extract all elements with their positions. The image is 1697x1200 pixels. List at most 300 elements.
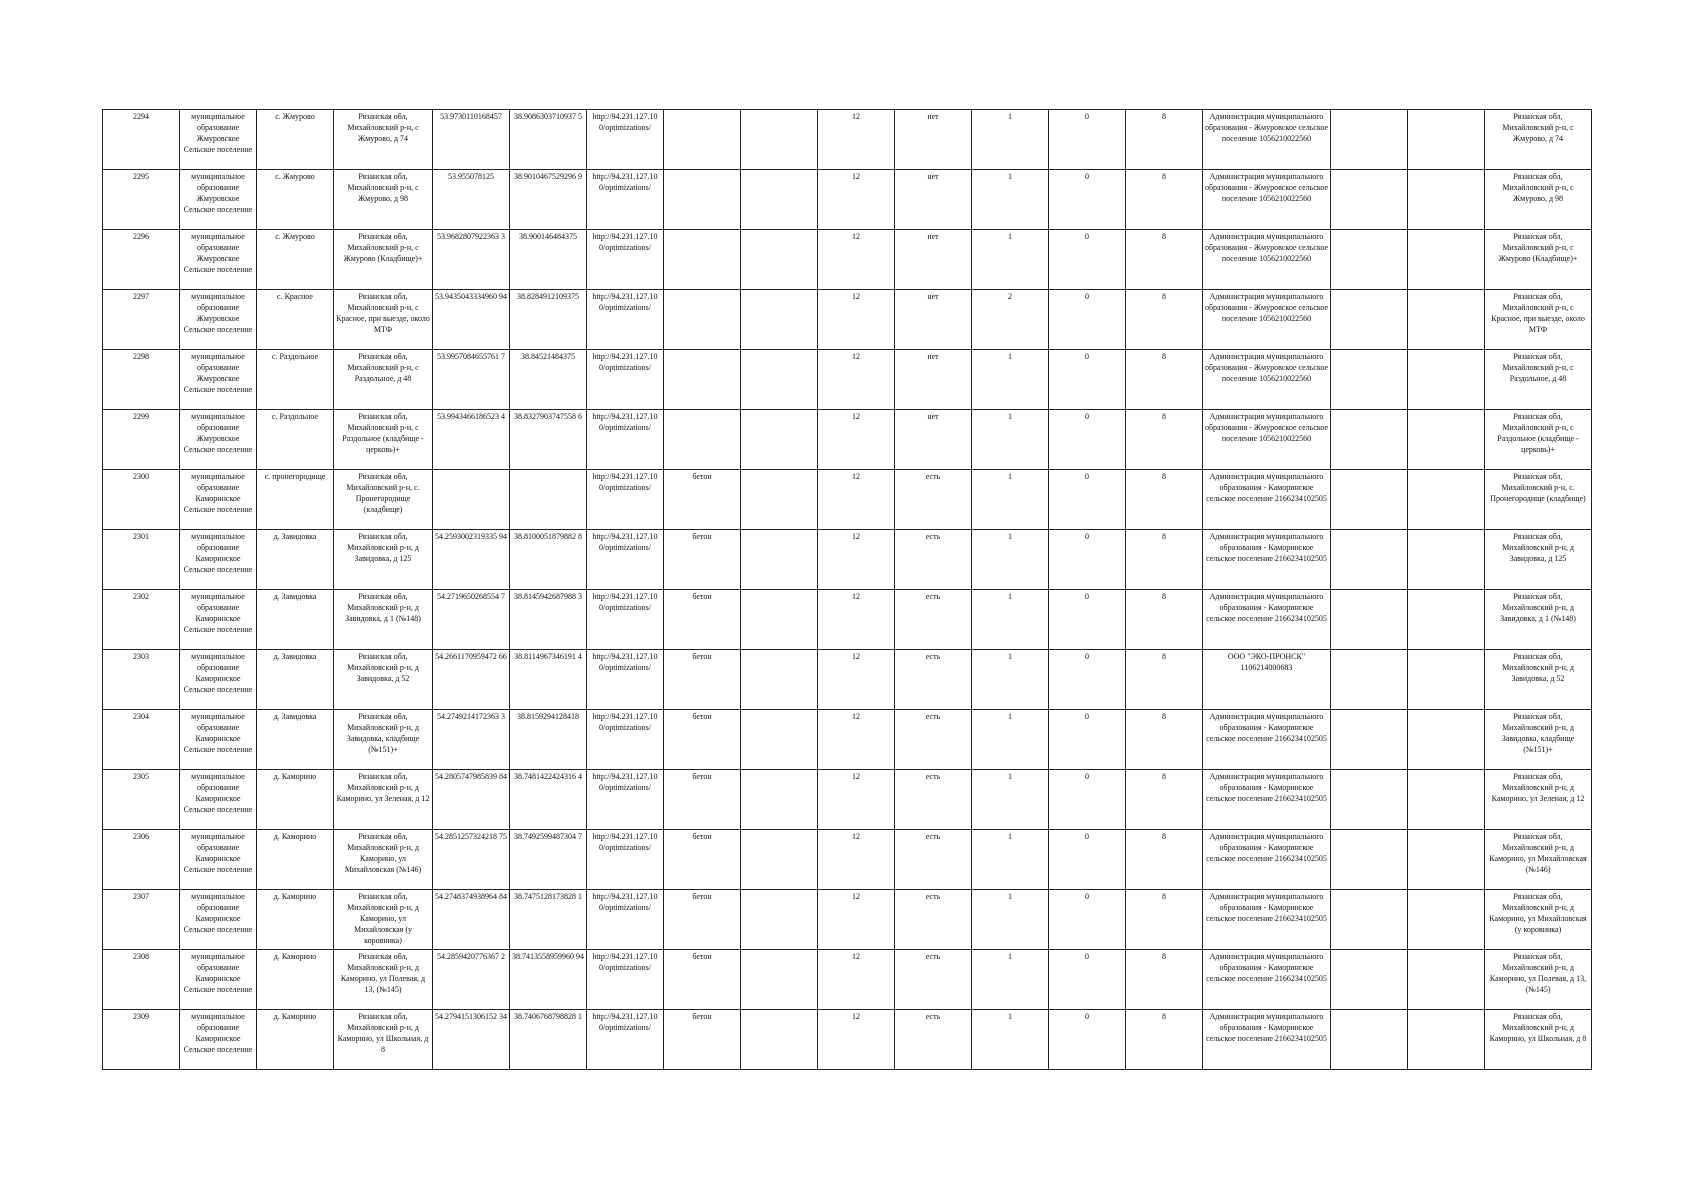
cell-longitude: 38.9086303710937 5	[510, 110, 587, 170]
table-row	[103, 650, 1592, 710]
cell-blank	[1331, 350, 1408, 410]
cell-fence: есть	[895, 650, 972, 710]
cell-fence: есть	[895, 710, 972, 770]
table-row	[103, 830, 1592, 890]
cell-surface: бетон	[664, 470, 741, 530]
cell-fence: есть	[895, 890, 972, 950]
table-row	[103, 110, 1592, 170]
cell-latitude: 53.9730110168457	[433, 110, 510, 170]
cell-address: Рязанская обл, Михайловский р-н, д Каморино, ул Школьная, д 8	[334, 1010, 433, 1070]
table-row	[103, 770, 1592, 830]
cell-count-1: 1	[972, 170, 1049, 230]
cell-blank	[1331, 950, 1408, 1010]
cell-fence: есть	[895, 590, 972, 650]
cell-surface: бетон	[664, 710, 741, 770]
cell-municipality: муниципальное образование Каморинское Сельское поселение	[180, 890, 257, 950]
cell-source-address: Рязанская обл, Михайловский р-н, д Завидовка, д 125	[1485, 530, 1592, 590]
cell-latitude: 54.2719650268554 7	[433, 590, 510, 650]
cell-volume: 8	[1126, 170, 1203, 230]
cell-address: Рязанская обл, Михайловский р-н, д Каморино, ул Зеленая, д 12	[334, 770, 433, 830]
cell-municipality: муниципальное образование Жмуровское Сельское поселение	[180, 230, 257, 290]
cell-latitude: 54.2805747985839 84	[433, 770, 510, 830]
cell-url: http://94.231.127.10 0/optimizations/	[587, 650, 664, 710]
cell-fence: есть	[895, 830, 972, 890]
cell-volume: 8	[1126, 230, 1203, 290]
cell-owner: Администрация муниципального образования - Жмуровское сельское поселение 1056210022560	[1203, 110, 1331, 170]
cell-settlement: с. Раздольное	[257, 410, 334, 470]
cell-settlement: д. Каморино	[257, 770, 334, 830]
cell-source-address: Рязанская обл, Михайловский р-н, с Жмурово, д 98	[1485, 170, 1592, 230]
cell-url: http://94.231.127.10 0/optimizations/	[587, 530, 664, 590]
cell-municipality: муниципальное образование Каморинское Сельское поселение	[180, 530, 257, 590]
cell-url: http://94.231.127.10 0/optimizations/	[587, 410, 664, 470]
table-row	[103, 170, 1592, 230]
cell-source-address: Рязанская обл, Михайловский р-н, д Завидовка, кладбище (№151)+	[1485, 710, 1592, 770]
cell-longitude: 38.8159294128418	[510, 710, 587, 770]
table-row	[103, 230, 1592, 290]
cell-surface: бетон	[664, 950, 741, 1010]
cell-longitude: 38.7413558959960 94	[510, 950, 587, 1010]
cell-volume: 8	[1126, 590, 1203, 650]
cell-count-1: 1	[972, 590, 1049, 650]
cell-settlement: д. Завидовка	[257, 710, 334, 770]
cell-volume: 8	[1126, 470, 1203, 530]
cell-source-address: Рязанская обл, Михайловский р-н, с Жмурово (Кладбище)+	[1485, 230, 1592, 290]
cell-blank	[1331, 290, 1408, 350]
cell-area: 12	[818, 890, 895, 950]
cell-number: 2295	[103, 170, 180, 230]
cell-owner: ООО "ЭКО-ПРОНСК" 1106214000683	[1203, 650, 1331, 710]
cell-municipality: муниципальное образование Каморинское Сельское поселение	[180, 1010, 257, 1070]
cell-blank	[1408, 890, 1485, 950]
cell-blank	[741, 770, 818, 830]
cell-count-2: 0	[1049, 110, 1126, 170]
cell-fence: есть	[895, 770, 972, 830]
cell-source-address: Рязанская обл, Михайловский р-н, д Завидовка, д 1 (№148)	[1485, 590, 1592, 650]
cell-latitude: 53.9957084655761 7	[433, 350, 510, 410]
cell-count-1: 1	[972, 470, 1049, 530]
cell-count-2: 0	[1049, 230, 1126, 290]
cell-settlement: д. Каморино	[257, 950, 334, 1010]
cell-source-address: Рязанская обл, Михайловский р-н, с Раздольное, д 48	[1485, 350, 1592, 410]
cell-blank	[1408, 590, 1485, 650]
cell-municipality: муниципальное образование Жмуровское Сельское поселение	[180, 170, 257, 230]
cell-volume: 8	[1126, 290, 1203, 350]
cell-count-2: 0	[1049, 890, 1126, 950]
cell-blank	[741, 230, 818, 290]
cell-blank	[1331, 650, 1408, 710]
cell-settlement: д. Завидовка	[257, 650, 334, 710]
cell-blank	[1408, 710, 1485, 770]
cell-surface	[664, 230, 741, 290]
cell-blank	[1331, 830, 1408, 890]
cell-count-2: 0	[1049, 410, 1126, 470]
cell-owner: Администрация муниципального образования - Каморинское сельское поселение 2166234102505	[1203, 1010, 1331, 1070]
cell-address: Рязанская обл, Михайловский р-н, с Красное, при выезде, около МТФ	[334, 290, 433, 350]
cell-longitude: 38.8114967346191 4	[510, 650, 587, 710]
table-row	[103, 470, 1592, 530]
cell-blank	[1331, 710, 1408, 770]
cell-municipality: муниципальное образование Каморинское Сельское поселение	[180, 590, 257, 650]
cell-count-1: 1	[972, 350, 1049, 410]
cell-settlement: д. Завидовка	[257, 590, 334, 650]
cell-number: 2296	[103, 230, 180, 290]
table-row	[103, 710, 1592, 770]
table-row	[103, 410, 1592, 470]
cell-blank	[741, 890, 818, 950]
cell-latitude: 53.955078125	[433, 170, 510, 230]
cell-latitude: 53.9682807922363 3	[433, 230, 510, 290]
cell-latitude: 53.9943466186523 4	[433, 410, 510, 470]
cell-municipality: муниципальное образование Каморинское Сельское поселение	[180, 650, 257, 710]
cell-address: Рязанская обл, Михайловский р-н, д Завидовка, д 52	[334, 650, 433, 710]
cell-blank	[1331, 530, 1408, 590]
cell-volume: 8	[1126, 770, 1203, 830]
cell-count-2: 0	[1049, 1010, 1126, 1070]
cell-owner: Администрация муниципального образования - Жмуровское сельское поселение 1056210022560	[1203, 410, 1331, 470]
cell-area: 12	[818, 830, 895, 890]
cell-address: Рязанская обл, Михайловский р-н, д Завидовка, кладбище (№151)+	[334, 710, 433, 770]
cell-longitude	[510, 470, 587, 530]
cell-area: 12	[818, 590, 895, 650]
cell-url: http://94.231.127.10 0/optimizations/	[587, 170, 664, 230]
cell-url: http://94.231.127.10 0/optimizations/	[587, 470, 664, 530]
cell-latitude	[433, 470, 510, 530]
cell-municipality: муниципальное образование Каморинское Сельское поселение	[180, 830, 257, 890]
cell-number: 2298	[103, 350, 180, 410]
cell-longitude: 38.8327903747558 6	[510, 410, 587, 470]
cell-area: 12	[818, 230, 895, 290]
cell-address: Рязанская обл, Михайловский р-н, д Каморино, ул Михайловская (№146)	[334, 830, 433, 890]
cell-count-2: 0	[1049, 290, 1126, 350]
table-row	[103, 290, 1592, 350]
cell-blank	[741, 290, 818, 350]
cell-blank	[1331, 230, 1408, 290]
cell-volume: 8	[1126, 410, 1203, 470]
cell-count-2: 0	[1049, 710, 1126, 770]
cell-blank	[1331, 770, 1408, 830]
cell-owner: Администрация муниципального образования - Жмуровское сельское поселение 1056210022560	[1203, 170, 1331, 230]
cell-area: 12	[818, 530, 895, 590]
cell-count-1: 1	[972, 650, 1049, 710]
cell-area: 12	[818, 650, 895, 710]
cell-count-2: 0	[1049, 590, 1126, 650]
cell-source-address: Рязанская обл, Михайловский р-н, д Каморино, ул Михайловская (у коровника)	[1485, 890, 1592, 950]
cell-count-2: 0	[1049, 770, 1126, 830]
cell-number: 2301	[103, 530, 180, 590]
cell-surface	[664, 410, 741, 470]
cell-area: 12	[818, 170, 895, 230]
cell-address: Рязанская обл, Михайловский р-н, д Завидовка, д 125	[334, 530, 433, 590]
cell-count-1: 1	[972, 110, 1049, 170]
cell-source-address: Рязанская обл, Михайловский р-н, с Жмурово, д 74	[1485, 110, 1592, 170]
cell-count-2: 0	[1049, 530, 1126, 590]
cell-settlement: с. Красное	[257, 290, 334, 350]
table-row	[103, 590, 1592, 650]
table-body	[103, 110, 1592, 1070]
cell-address: Рязанская обл, Михайловский р-н, с Раздольное (кладбище - церковь)+	[334, 410, 433, 470]
cell-source-address: Рязанская обл, Михайловский р-н, с Красное, при выезде, около МТФ	[1485, 290, 1592, 350]
cell-area: 12	[818, 470, 895, 530]
cell-address: Рязанская обл, Михайловский р-н, с Жмурово, д 98	[334, 170, 433, 230]
cell-count-1: 1	[972, 530, 1049, 590]
cell-address: Рязанская обл, Михайловский р-н, д Каморино, ул Михайловская (у коровника)	[334, 890, 433, 950]
cell-number: 2307	[103, 890, 180, 950]
cell-count-1: 1	[972, 710, 1049, 770]
cell-number: 2302	[103, 590, 180, 650]
cell-latitude: 54.2859420776367 2	[433, 950, 510, 1010]
cell-blank	[741, 830, 818, 890]
cell-blank	[741, 350, 818, 410]
cell-blank	[1408, 170, 1485, 230]
cell-longitude: 38.8284912109375	[510, 290, 587, 350]
cell-url: http://94.231.127.10 0/optimizations/	[587, 710, 664, 770]
cell-volume: 8	[1126, 890, 1203, 950]
cell-number: 2297	[103, 290, 180, 350]
cell-blank	[1408, 650, 1485, 710]
cell-count-1: 2	[972, 290, 1049, 350]
cell-owner: Администрация муниципального образования - Жмуровское сельское поселение 1056210022560	[1203, 350, 1331, 410]
cell-address: Рязанская обл, Михайловский р-н, с Жмурово, д 74	[334, 110, 433, 170]
cell-count-1: 1	[972, 410, 1049, 470]
cell-settlement: д. Каморино	[257, 830, 334, 890]
cell-number: 2299	[103, 410, 180, 470]
cell-number: 2300	[103, 470, 180, 530]
cell-latitude: 54.2748374938964 84	[433, 890, 510, 950]
cell-number: 2304	[103, 710, 180, 770]
cell-area: 12	[818, 410, 895, 470]
cell-blank	[741, 410, 818, 470]
cell-settlement: с. Раздольное	[257, 350, 334, 410]
cell-volume: 8	[1126, 530, 1203, 590]
cell-volume: 8	[1126, 650, 1203, 710]
cell-url: http://94.231.127.10 0/optimizations/	[587, 950, 664, 1010]
cell-owner: Администрация муниципального образования - Каморинское сельское поселение 2166234102505	[1203, 950, 1331, 1010]
cell-blank	[1331, 470, 1408, 530]
cell-url: http://94.231.127.10 0/optimizations/	[587, 290, 664, 350]
cell-municipality: муниципальное образование Жмуровское Сельское поселение	[180, 410, 257, 470]
cell-settlement: с. Жмурово	[257, 110, 334, 170]
cell-municipality: муниципальное образование Каморинское Сельское поселение	[180, 770, 257, 830]
cell-blank	[1408, 530, 1485, 590]
cell-fence: нет	[895, 230, 972, 290]
cell-blank	[741, 530, 818, 590]
cell-source-address: Рязанская обл, Михайловский р-н, д Завидовка, д 52	[1485, 650, 1592, 710]
cell-blank	[741, 590, 818, 650]
cell-surface: бетон	[664, 830, 741, 890]
cell-area: 12	[818, 290, 895, 350]
cell-area: 12	[818, 350, 895, 410]
cell-owner: Администрация муниципального образования - Каморинское сельское поселение 2166234102505	[1203, 770, 1331, 830]
cell-volume: 8	[1126, 1010, 1203, 1070]
cell-settlement: д. Каморино	[257, 1010, 334, 1070]
table-row	[103, 350, 1592, 410]
cell-surface: бетон	[664, 770, 741, 830]
cell-latitude: 54.2593002319335 94	[433, 530, 510, 590]
cell-longitude: 38.7492599487304 7	[510, 830, 587, 890]
cell-count-2: 0	[1049, 470, 1126, 530]
cell-blank	[741, 650, 818, 710]
cell-number: 2309	[103, 1010, 180, 1070]
cell-blank	[1331, 110, 1408, 170]
cell-settlement: с. пронегородище	[257, 470, 334, 530]
cell-surface: бетон	[664, 590, 741, 650]
cell-area: 12	[818, 770, 895, 830]
cell-municipality: муниципальное образование Каморинское Сельское поселение	[180, 950, 257, 1010]
cell-url: http://94.231.127.10 0/optimizations/	[587, 890, 664, 950]
cell-owner: Администрация муниципального образования - Каморинское сельское поселение 2166234102505	[1203, 470, 1331, 530]
cell-surface	[664, 170, 741, 230]
cell-count-1: 1	[972, 830, 1049, 890]
cell-number: 2308	[103, 950, 180, 1010]
cell-longitude: 38.7481422424316 4	[510, 770, 587, 830]
cell-source-address: Рязанская обл, Михайловский р-н, д Каморино, ул Школьная, д 8	[1485, 1010, 1592, 1070]
cell-blank	[741, 950, 818, 1010]
cell-blank	[1331, 890, 1408, 950]
cell-source-address: Рязанская обл, Михайловский р-н, д Каморино, ул Полевая, д 13, (№145)	[1485, 950, 1592, 1010]
cell-url: http://94.231.127.10 0/optimizations/	[587, 350, 664, 410]
cell-blank	[1408, 830, 1485, 890]
cell-count-2: 0	[1049, 350, 1126, 410]
cell-owner: Администрация муниципального образования - Каморинское сельское поселение 2166234102505	[1203, 830, 1331, 890]
cell-volume: 8	[1126, 110, 1203, 170]
cell-settlement: д. Завидовка	[257, 530, 334, 590]
cell-longitude: 38.84521484375	[510, 350, 587, 410]
cell-blank	[1408, 410, 1485, 470]
cell-area: 12	[818, 1010, 895, 1070]
cell-count-2: 0	[1049, 650, 1126, 710]
cell-surface: бетон	[664, 650, 741, 710]
cell-source-address: Рязанская обл, Михайловский р-н, с Раздольное (кладбище - церковь)+	[1485, 410, 1592, 470]
cell-owner: Администрация муниципального образования - Жмуровское сельское поселение 1056210022560	[1203, 230, 1331, 290]
cell-fence: нет	[895, 170, 972, 230]
cell-fence: нет	[895, 350, 972, 410]
cell-fence: есть	[895, 1010, 972, 1070]
cell-latitude: 54.2794151306152 34	[433, 1010, 510, 1070]
cell-longitude: 38.8145942687988 3	[510, 590, 587, 650]
cell-count-2: 0	[1049, 170, 1126, 230]
cell-number: 2305	[103, 770, 180, 830]
registry-table	[102, 109, 1592, 1070]
cell-longitude: 38.900146484375	[510, 230, 587, 290]
cell-owner: Администрация муниципального образования - Каморинское сельское поселение 2166234102505	[1203, 590, 1331, 650]
cell-longitude: 38.9010467529296 9	[510, 170, 587, 230]
cell-blank	[741, 1010, 818, 1070]
cell-blank	[1331, 590, 1408, 650]
cell-surface: бетон	[664, 890, 741, 950]
cell-source-address: Рязанская обл, Михайловский р-н, д Каморино, ул Михайловская (№146)	[1485, 830, 1592, 890]
cell-address: Рязанская обл, Михайловский р-н, с Жмурово (Кладбище)+	[334, 230, 433, 290]
cell-volume: 8	[1126, 710, 1203, 770]
cell-fence: нет	[895, 290, 972, 350]
cell-longitude: 38.7406768798828 1	[510, 1010, 587, 1070]
cell-blank	[1331, 410, 1408, 470]
cell-blank	[1408, 110, 1485, 170]
cell-count-2: 0	[1049, 950, 1126, 1010]
cell-url: http://94.231.127.10 0/optimizations/	[587, 110, 664, 170]
cell-municipality: муниципальное образование Каморинское Сельское поселение	[180, 470, 257, 530]
cell-url: http://94.231.127.10 0/optimizations/	[587, 230, 664, 290]
cell-fence: есть	[895, 950, 972, 1010]
cell-surface: бетон	[664, 1010, 741, 1070]
cell-volume: 8	[1126, 350, 1203, 410]
cell-surface	[664, 290, 741, 350]
cell-fence: есть	[895, 470, 972, 530]
table-row	[103, 1010, 1592, 1070]
cell-latitude: 54.2661170959472 66	[433, 650, 510, 710]
cell-municipality: муниципальное образование Жмуровское Сельское поселение	[180, 290, 257, 350]
cell-blank	[1331, 1010, 1408, 1070]
cell-surface	[664, 350, 741, 410]
cell-number: 2294	[103, 110, 180, 170]
cell-fence: есть	[895, 530, 972, 590]
cell-settlement: с. Жмурово	[257, 230, 334, 290]
cell-latitude: 54.2749214172363 3	[433, 710, 510, 770]
cell-count-2: 0	[1049, 830, 1126, 890]
cell-count-1: 1	[972, 770, 1049, 830]
cell-surface	[664, 110, 741, 170]
cell-blank	[1408, 470, 1485, 530]
cell-number: 2303	[103, 650, 180, 710]
cell-municipality: муниципальное образование Жмуровское Сельское поселение	[180, 110, 257, 170]
table-row	[103, 890, 1592, 950]
cell-longitude: 38.7475128173828 1	[510, 890, 587, 950]
cell-address: Рязанская обл, Михайловский р-н, д Завидовка, д 1 (№148)	[334, 590, 433, 650]
cell-url: http://94.231.127.10 0/optimizations/	[587, 830, 664, 890]
cell-number: 2306	[103, 830, 180, 890]
table-row	[103, 530, 1592, 590]
cell-longitude: 38.8100051879882 8	[510, 530, 587, 590]
cell-area: 12	[818, 950, 895, 1010]
cell-blank	[1408, 350, 1485, 410]
cell-fence: нет	[895, 110, 972, 170]
cell-owner: Администрация муниципального образования - Каморинское сельское поселение 2166234102505	[1203, 890, 1331, 950]
cell-municipality: муниципальное образование Каморинское Сельское поселение	[180, 710, 257, 770]
cell-volume: 8	[1126, 950, 1203, 1010]
cell-url: http://94.231.127.10 0/optimizations/	[587, 590, 664, 650]
cell-volume: 8	[1126, 830, 1203, 890]
cell-address: Рязанская обл, Михайловский р-н, с. Пронегородище (кладбище)	[334, 470, 433, 530]
cell-url: http://94.231.127.10 0/optimizations/	[587, 770, 664, 830]
cell-blank	[741, 110, 818, 170]
cell-blank	[1408, 770, 1485, 830]
cell-blank	[741, 470, 818, 530]
cell-settlement: д. Каморино	[257, 890, 334, 950]
table-row	[103, 950, 1592, 1010]
cell-latitude: 53.9435043334960 94	[433, 290, 510, 350]
cell-area: 12	[818, 110, 895, 170]
cell-blank	[741, 170, 818, 230]
cell-url: http://94.231.127.10 0/optimizations/	[587, 1010, 664, 1070]
cell-latitude: 54.2851257324218 75	[433, 830, 510, 890]
cell-address: Рязанская обл, Михайловский р-н, с Раздольное, д 48	[334, 350, 433, 410]
cell-count-1: 1	[972, 230, 1049, 290]
cell-source-address: Рязанская обл, Михайловский р-н, с. Пронегородище (кладбище)	[1485, 470, 1592, 530]
cell-blank	[1408, 1010, 1485, 1070]
cell-blank	[741, 710, 818, 770]
cell-count-1: 1	[972, 890, 1049, 950]
cell-owner: Администрация муниципального образования - Каморинское сельское поселение 2166234102505	[1203, 710, 1331, 770]
cell-area: 12	[818, 710, 895, 770]
cell-blank	[1331, 170, 1408, 230]
cell-owner: Администрация муниципального образования - Каморинское сельское поселение 2166234102505	[1203, 530, 1331, 590]
cell-settlement: с. Жмурово	[257, 170, 334, 230]
cell-blank	[1408, 230, 1485, 290]
cell-count-1: 1	[972, 1010, 1049, 1070]
cell-blank	[1408, 950, 1485, 1010]
cell-owner: Администрация муниципального образования - Жмуровское сельское поселение 1056210022560	[1203, 290, 1331, 350]
cell-count-1: 1	[972, 950, 1049, 1010]
